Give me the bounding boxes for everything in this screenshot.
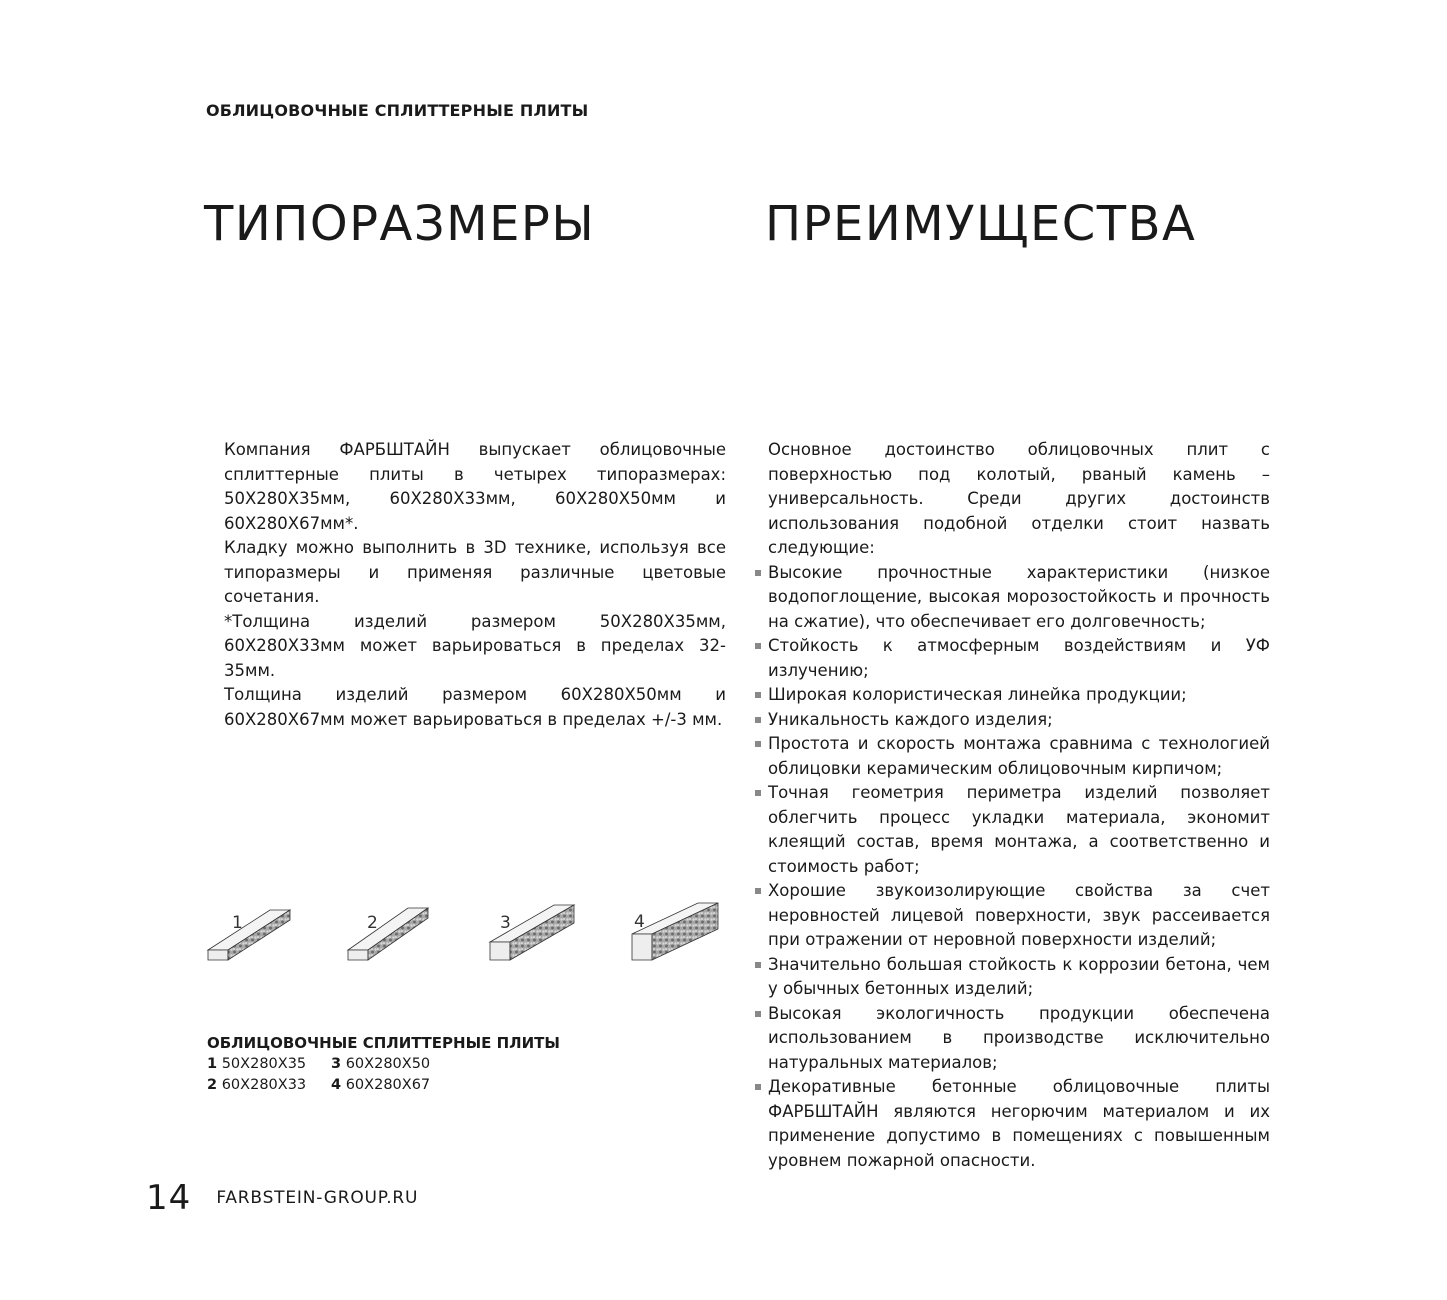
size-number: 2 (207, 1077, 218, 1093)
brick-number: 1 (232, 913, 243, 933)
size-number: 4 (331, 1077, 342, 1093)
brick-number: 4 (634, 912, 645, 932)
advantages-list (768, 561, 1270, 1174)
list-item: Уникальность каждого изделия; (768, 708, 1270, 733)
size-value: 50Х280Х35 (221, 1056, 307, 1072)
sizes-legend-grid (207, 1054, 560, 1096)
brick-1 (208, 910, 290, 960)
sizes-legend-title: ОБЛИЦОВОЧНЫЕ СПЛИТТЕРНЫЕ ПЛИТЫ (207, 1034, 560, 1052)
size-entry (207, 1075, 331, 1096)
list-item: Широкая колористическая линейка продукции; (768, 683, 1270, 708)
list-item: Высокая экологичность продукции обеспечена использованием в производстве исключительно натуральных материалов; (768, 1002, 1270, 1076)
brick-number: 3 (500, 913, 511, 933)
size-value: 60Х280Х33 (221, 1077, 307, 1093)
sizes-description (224, 438, 726, 732)
brick-4 (632, 903, 718, 960)
website-link[interactable]: FARBSTEIN-GROUP.RU (216, 1188, 419, 1208)
page-number: 14 (146, 1178, 192, 1218)
size-entry (331, 1075, 461, 1096)
size-value: 60Х280Х67 (345, 1077, 431, 1093)
page-footer (146, 1178, 418, 1218)
list-item: Простота и скорость монтажа сравнима с технологией облицовки керамическим облицовочным кирпичом; (768, 732, 1270, 781)
size-entry (207, 1054, 331, 1075)
sizes-paragraph: Компания ФАРБШТАЙН выпускает облицовочные сплиттерные плиты в четырех типоразмерах: 50Х280Х35мм, 60Х280Х33мм, 60Х280Х50мм и 60Х280Х67мм*. (224, 440, 726, 533)
list-item: Значительно большая стойкость к коррозии бетона, чем у обычных бетонных изделий; (768, 953, 1270, 1002)
list-item: Хорошие звукоизолирующие свойства за счет неровностей лицевой поверхности, звук рассеивается при отражении от неровной поверхности изделий; (768, 879, 1270, 953)
brick-3 (490, 905, 574, 960)
size-value: 60Х280Х50 (345, 1056, 431, 1072)
size-number: 1 (207, 1056, 218, 1072)
brick-number: 2 (367, 913, 378, 933)
section-label: ОБЛИЦОВОЧНЫЕ СПЛИТТЕРНЫЕ ПЛИТЫ (206, 101, 589, 120)
advantages-intro: Основное достоинство облицовочных плит с поверхностью под колотый, рваный камень – универсальность. Среди других достоинств использования подобной отделки стоит назвать следующие: (768, 440, 1270, 557)
advantages-description (768, 438, 1270, 1173)
sizes-heading: ТИПОРАЗМЕРЫ (204, 196, 596, 252)
size-entry (331, 1054, 461, 1075)
brick-2 (348, 908, 428, 960)
size-number: 3 (331, 1056, 342, 1072)
list-item: Высокие прочностные характеристики (низкое водопоглощение, высокая морозостойкость и прочность на сжатие), что обеспечивает его долговечность; (768, 561, 1270, 635)
list-item: Декоративные бетонные облицовочные плиты ФАРБШТАЙН являются негорючим материалом и их применение допустимо в помещениях с повышенным уровнем пожарной опасности. (768, 1075, 1270, 1173)
sizes-legend (207, 1033, 560, 1096)
list-item: Стойкость к атмосферным воздействиям и УФ излучению; (768, 634, 1270, 683)
brick-illustrations (200, 900, 730, 980)
sizes-paragraph: Кладку можно выполнить в 3D технике, используя все типоразмеры и применяя различные цветовые сочетания. (224, 538, 726, 606)
sizes-paragraph: Толщина изделий размером 60Х280Х50мм и 60Х280Х67мм может варьироваться в пределах +/-3 мм. (224, 685, 726, 729)
sizes-paragraph: *Толщина изделий размером 50Х280Х35мм, 60Х280Х33мм может варьироваться в пределах 32-35мм. (224, 611, 726, 680)
list-item: Точная геометрия периметра изделий позволяет облегчить процесс укладки материала, экономит клеящий состав, время монтажа, а соответственно и стоимость работ; (768, 781, 1270, 879)
advantages-heading: ПРЕИМУЩЕСТВА (765, 196, 1197, 252)
